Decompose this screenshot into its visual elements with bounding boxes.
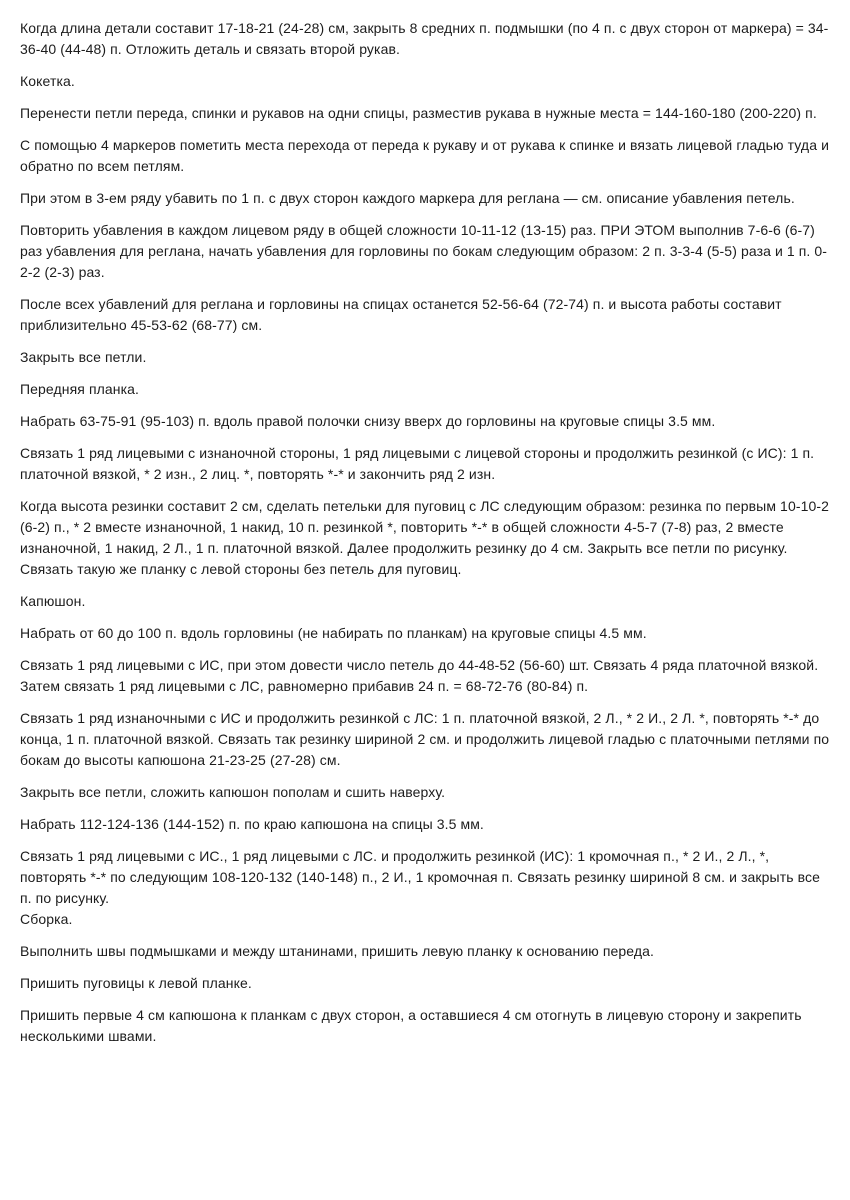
paragraph-markers: С помощью 4 маркеров пометить места перехода от переда к рукаву и от рукава к спинке и вязать лицевой гладью туда и обратно по всем петлям.: [20, 137, 829, 174]
paragraph-repeat-decreases: Повторить убавления в каждом лицевом ряду в общей сложности 10-11-12 (13-15) раз. ПРИ ЭТОМ выполнив 7-6-6 (6-7) раз убавления для реглана, начать убавления для горловины по бокам следующим образом: 2 п. 3-3-4 (5-5) раза и 1 п. 0-2-2 (2-3) раз.: [20, 222, 828, 280]
paragraph-raglan-decrease: При этом в 3-ем ряду убавить по 1 п. с двух сторон каждого маркера для реглана — см. описание убавления петель.: [20, 190, 795, 206]
paragraph-hood-edge-pick-up: Набрать 112-124-136 (144-152) п. по краю капюшона на спицы 3.5 мм.: [20, 816, 484, 832]
paragraph-band-rib: Связать 1 ряд лицевыми с изнаночной стороны, 1 ряд лицевыми с лицевой стороны и продолжить резинкой (с ИС): 1 п. платочной вязкой, * 2 изн., 2 лиц. *, повторять *-* и закончить ряд 2 изн.: [20, 445, 815, 482]
paragraph-pick-up-hood: Набрать от 60 до 100 п. вдоль горловины (не набирать по планкам) на круговые спицы 4.5 мм.: [20, 625, 647, 641]
paragraph-pick-up-band: Набрать 63-75-91 (95-103) п. вдоль правой полочки снизу вверх до горловины на круговые спицы 3.5 мм.: [20, 413, 716, 429]
paragraph-bind-off: Закрыть все петли.: [20, 349, 147, 365]
paragraph-remaining-stitches: После всех убавлений для реглана и горловины на спицах останется 52-56-64 (72-74) п. и высота работы составит приблизительно 45-53-62 (68-77) см.: [20, 296, 782, 333]
paragraph-buttons: Пришить пуговицы к левой планке.: [20, 975, 252, 991]
document-body: [20, 18, 835, 1058]
heading-hood: Капюшон.: [20, 593, 86, 609]
paragraph-sleeve-armhole: Когда длина детали составит 17-18-21 (24-28) см, закрыть 8 средних п. подмышки (по 4 п. с двух сторон от маркера) = 34-36-40 (44-48) п. Отложить деталь и связать второй рукав.: [20, 20, 829, 57]
paragraph-hood-increase: Связать 1 ряд лицевыми с ИС, при этом довести число петель до 44-48-52 (56-60) шт. Связать 4 ряда платочной вязкой. Затем связать 1 ряд лицевыми с ЛС, равномерно прибавив 24 п. = 68-72-76 (80-84) п.: [20, 657, 819, 694]
paragraph-seams: Выполнить швы подмышками и между штанинами, пришить левую планку к основанию переда.: [20, 943, 655, 959]
paragraph-hood-attach: Пришить первые 4 см капюшона к планкам с двух сторон, а оставшиеся 4 см отогнуть в лицевую сторону и закрепить несколькими швами.: [20, 1007, 802, 1044]
paragraph-hood-edge-rib: Связать 1 ряд лицевыми с ИС., 1 ряд лицевыми с ЛС. и продолжить резинкой (ИС): 1 кромочная п., * 2 И., 2 Л., *, повторять *-* по следующим 108-120-132 (140-148) п., 2 И., 1 кромочная п. Связать резинку шириной 8 см. и закрыть все п. по рисунку.: [20, 848, 820, 906]
paragraph-hood-rib: Связать 1 ряд изнаночными с ИС и продолжить резинкой с ЛС: 1 п. платочной вязкой, 2 Л., * 2 И., 2 Л. *, повторять *-* до конца, 1 п. платочной вязкой. Связать так резинку шириной 2 см. и продолжить лицевой гладью с платочными петлями по бокам до высоты капюшона 21-23-25 (27-28) см.: [20, 710, 830, 768]
heading-assembly: Сборка.: [20, 911, 73, 927]
paragraph-hood-close: Закрыть все петли, сложить капюшон пополам и сшить наверху.: [20, 784, 446, 800]
paragraph-buttonholes: Когда высота резинки составит 2 см, сделать петельки для пуговиц с ЛС следующим образом: резинка по первым 10-10-2 (6-2) п., * 2 вместе изнаночной, 1 накид, 10 п. резинкой *, повторить *-* в общей сложности 4-5-7 (7-8) раз, 2 вместе изнаночной, 1 накид, 2 Л., 1 п. платочной вязкой. Далее продолжить резинку до 4 см. Закрыть все петли по рисунку. Связать такую же планку с левой стороны без петель для пуговиц.: [20, 498, 830, 577]
paragraph-transfer-stitches: Перенести петли переда, спинки и рукавов на одни спицы, разместив рукава в нужные места = 144-160-180 (200-220) п.: [20, 105, 817, 121]
heading-yoke: Кокетка.: [20, 73, 75, 89]
heading-front-band: Передняя планка.: [20, 381, 140, 397]
